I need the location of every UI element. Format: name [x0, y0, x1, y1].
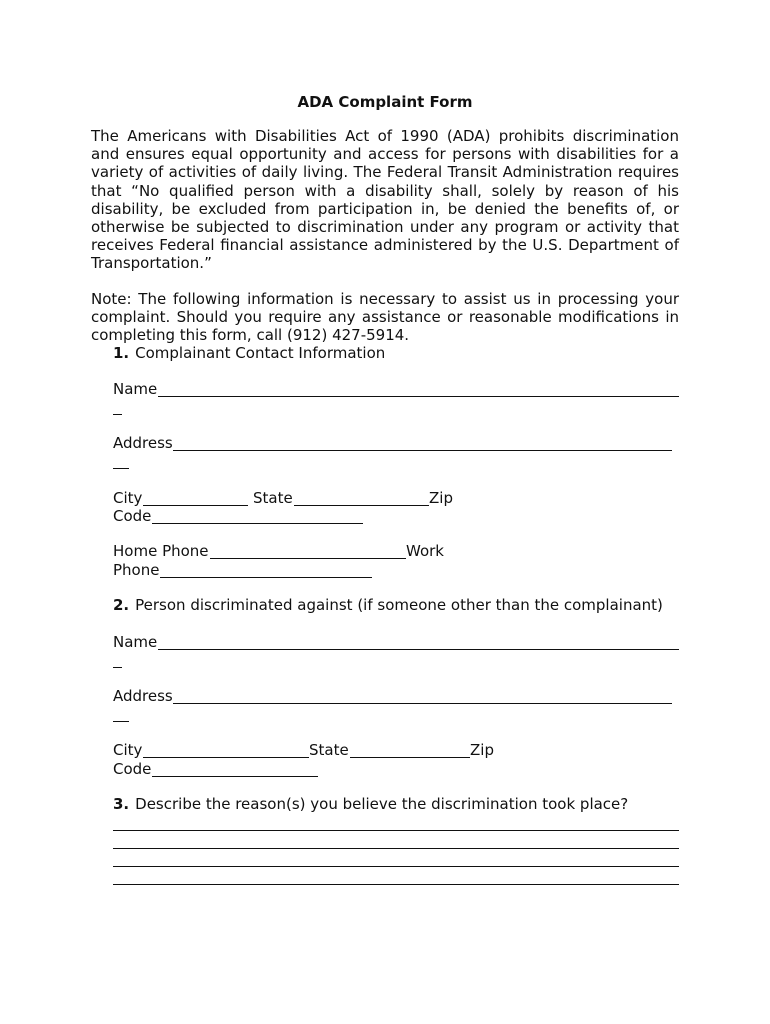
- section-3-title: Describe the reason(s) you believe the discrimination took place?: [135, 795, 629, 813]
- person-zip-code-field[interactable]: [152, 776, 318, 777]
- section-2-heading: [113, 596, 663, 614]
- person-state-field[interactable]: [350, 757, 470, 758]
- section-2-title: Person discriminated against (if someone other than the complainant): [135, 596, 663, 614]
- complainant-city-label: City: [113, 489, 143, 507]
- complainant-zip-label: Zip: [429, 489, 453, 507]
- complainant-address-label: Address: [113, 434, 173, 452]
- person-name-field[interactable]: [158, 649, 679, 650]
- complainant-address-overflow-line: [113, 468, 129, 469]
- person-state-label: State: [309, 741, 349, 759]
- complainant-state-field[interactable]: [294, 505, 429, 506]
- person-code-label: Code: [113, 760, 152, 778]
- complainant-home-phone-field[interactable]: [210, 558, 406, 559]
- complainant-address-field[interactable]: [173, 450, 672, 451]
- person-city-label: City: [113, 741, 143, 759]
- complainant-code-label: Code: [113, 507, 152, 525]
- section-1-heading: [113, 344, 385, 362]
- section-2-number: 2.: [113, 596, 130, 614]
- person-name-overflow-line: [113, 667, 122, 668]
- complainant-work-label: Work: [406, 542, 444, 560]
- person-address-label: Address: [113, 687, 173, 705]
- person-zip-label: Zip: [470, 741, 494, 759]
- section-3-number: 3.: [113, 795, 130, 813]
- intro-paragraph: The Americans with Disabilities Act of 1990 (ADA) prohibits discrimination and ensures equal opportunity and access for persons with disabilities for a variety of activities of daily living. The Federal Transit Administration requires that “No qualified person with a disability shall, solely by reason of his disability, be excluded from participation in, be denied the benefits of, or otherwise be subjected to discrimination under any program or activity that receives Federal financial assistance administered by the U.S. Department of Transportation.”: [91, 127, 679, 273]
- complainant-zip-code-field[interactable]: [152, 523, 363, 524]
- section-1-title: Complainant Contact Information: [135, 344, 386, 362]
- note-paragraph: Note: The following information is necessary to assist us in processing your complaint. Should you require any assistance or reasonable modifications in completing this form, call (912) 427-5914.: [91, 290, 679, 345]
- complainant-phone-label: Phone: [113, 561, 160, 579]
- reason-answer-line-3[interactable]: [113, 866, 679, 867]
- complainant-home-phone-label: Home Phone: [113, 542, 209, 560]
- complainant-name-label: Name: [113, 380, 158, 398]
- reason-answer-line-1[interactable]: [113, 830, 679, 831]
- person-address-field[interactable]: [173, 703, 672, 704]
- complainant-state-label: State: [253, 489, 293, 507]
- section-1-number: 1.: [113, 344, 130, 362]
- complainant-work-phone-field[interactable]: [160, 577, 372, 578]
- complainant-city-field[interactable]: [143, 505, 248, 506]
- person-city-field[interactable]: [143, 757, 309, 758]
- person-address-overflow-line: [113, 721, 129, 722]
- form-title: ADA Complaint Form: [297, 93, 473, 111]
- reason-answer-line-2[interactable]: [113, 848, 679, 849]
- section-3-heading: [113, 795, 628, 813]
- complainant-name-field[interactable]: [158, 396, 679, 397]
- person-name-label: Name: [113, 633, 158, 651]
- complainant-name-overflow-line: [113, 414, 122, 415]
- reason-answer-line-4[interactable]: [113, 884, 679, 885]
